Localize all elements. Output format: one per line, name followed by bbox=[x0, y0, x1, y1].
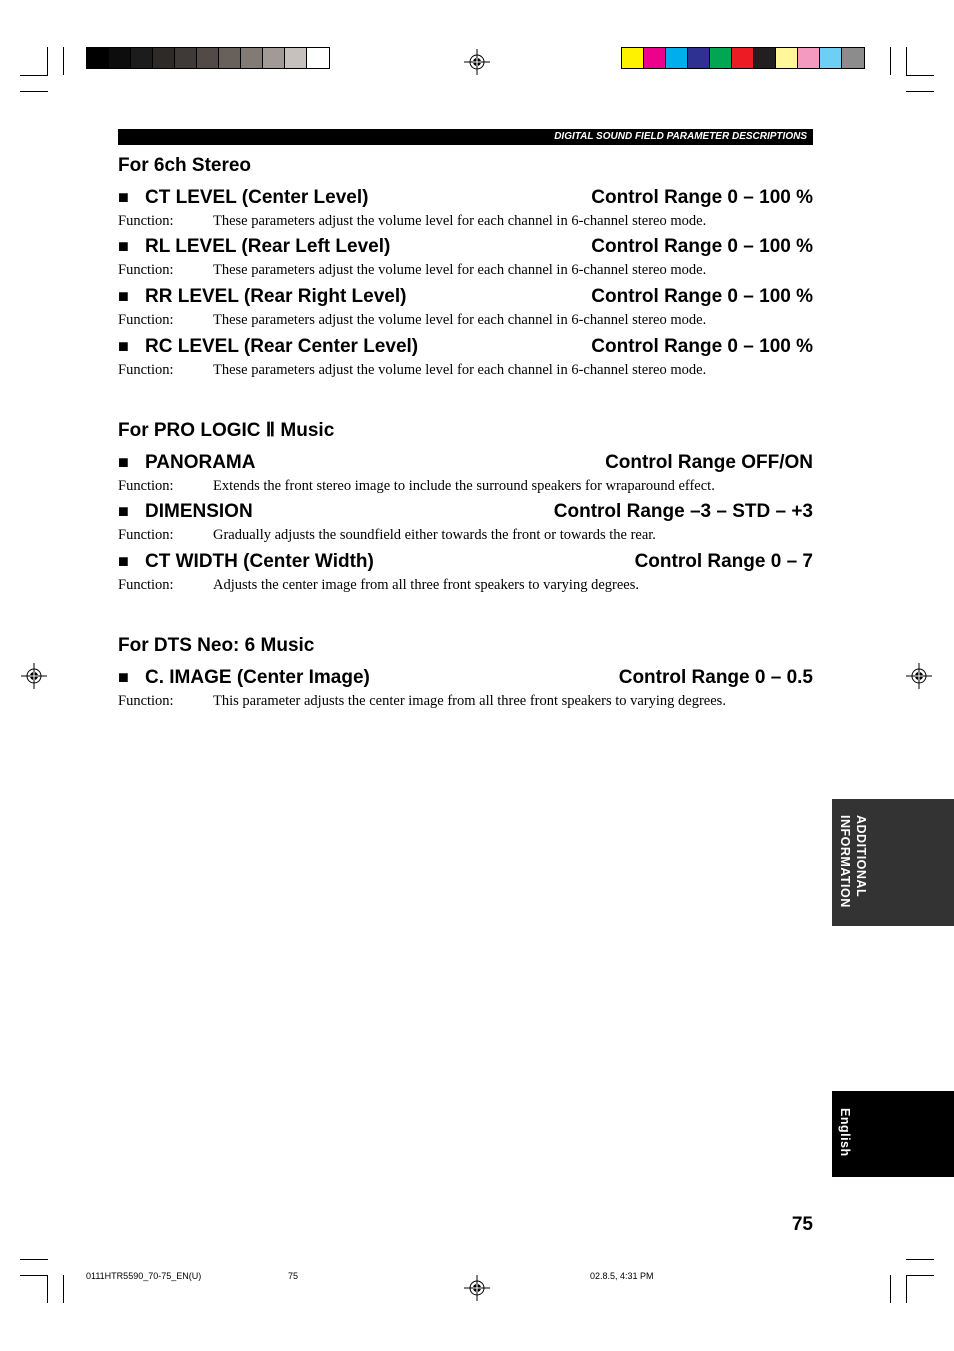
param-ct-level bbox=[118, 187, 813, 211]
color-swatch bbox=[219, 48, 241, 68]
crop-mark bbox=[20, 1275, 48, 1276]
bullet-square-icon: ■ bbox=[118, 236, 129, 256]
color-swatch bbox=[307, 48, 329, 68]
color-swatch bbox=[131, 48, 153, 68]
param-range: Control Range OFF/ON bbox=[605, 452, 813, 473]
param-c-image bbox=[118, 667, 813, 691]
side-tab-english bbox=[832, 1091, 954, 1177]
crop-mark bbox=[906, 47, 907, 75]
function-text: This parameter adjusts the center image from all three front speakers to varying degrees. bbox=[213, 693, 726, 709]
gray-swatch-bar bbox=[86, 47, 330, 69]
section-title-dts-neo6-music: For DTS Neo: 6 Music bbox=[118, 635, 315, 656]
bullet-square-icon: ■ bbox=[118, 551, 129, 571]
param-range: Control Range 0 – 100 % bbox=[591, 336, 813, 357]
param-name: RL LEVEL (Rear Left Level) bbox=[145, 236, 391, 257]
crop-mark bbox=[906, 1275, 907, 1303]
param-ct-width bbox=[118, 551, 813, 575]
section-title-pro-logic-music: For PRO LOGIC Ⅱ Music bbox=[118, 420, 335, 441]
color-swatch bbox=[644, 48, 666, 68]
color-swatch bbox=[820, 48, 842, 68]
bullet-square-icon: ■ bbox=[118, 187, 129, 207]
color-swatch bbox=[241, 48, 263, 68]
footer-file-name: 0111HTR5590_70-75_EN(U) bbox=[86, 1271, 202, 1281]
side-tab-label: English bbox=[838, 1108, 852, 1157]
function-text: These parameters adjust the volume level for each channel in 6-channel stereo mode. bbox=[213, 362, 707, 378]
function-text: These parameters adjust the volume level for each channel in 6-channel stereo mode. bbox=[213, 312, 707, 328]
function-label: Function: bbox=[118, 478, 174, 494]
color-swatch bbox=[87, 48, 109, 68]
registration-target-icon bbox=[906, 663, 932, 689]
function-text: These parameters adjust the volume level for each channel in 6-channel stereo mode. bbox=[213, 262, 707, 278]
bullet-square-icon: ■ bbox=[118, 286, 129, 306]
function-text: Gradually adjusts the soundfield either towards the front or towards the rear. bbox=[213, 527, 656, 543]
color-swatch bbox=[842, 48, 864, 68]
color-swatch bbox=[263, 48, 285, 68]
crop-mark bbox=[906, 1259, 934, 1260]
param-name: C. IMAGE (Center Image) bbox=[145, 667, 370, 688]
color-swatch-bar bbox=[621, 47, 865, 69]
crop-mark bbox=[890, 47, 891, 75]
function-text: These parameters adjust the volume level for each channel in 6-channel stereo mode. bbox=[213, 213, 707, 229]
bullet-square-icon: ■ bbox=[118, 336, 129, 356]
registration-target-icon bbox=[464, 49, 490, 75]
crop-mark bbox=[20, 75, 48, 76]
crop-mark bbox=[906, 75, 934, 76]
color-swatch bbox=[732, 48, 754, 68]
crop-mark bbox=[20, 1259, 48, 1260]
color-swatch bbox=[776, 48, 798, 68]
crop-mark bbox=[63, 47, 64, 75]
param-range: Control Range 0 – 0.5 bbox=[618, 667, 813, 688]
function-text: Adjusts the center image from all three front speakers to varying degrees. bbox=[213, 577, 639, 593]
param-name: DIMENSION bbox=[145, 501, 253, 522]
color-swatch bbox=[622, 48, 644, 68]
param-range: Control Range 0 – 100 % bbox=[591, 236, 813, 257]
param-panorama bbox=[118, 452, 813, 476]
crop-mark bbox=[890, 1275, 891, 1303]
function-label: Function: bbox=[118, 213, 174, 229]
function-label: Function: bbox=[118, 693, 174, 709]
crop-mark bbox=[63, 1275, 64, 1303]
param-rl-level bbox=[118, 236, 813, 260]
bullet-square-icon: ■ bbox=[118, 452, 129, 472]
function-label: Function: bbox=[118, 527, 174, 543]
param-range: Control Range 0 – 100 % bbox=[591, 187, 813, 208]
bullet-square-icon: ■ bbox=[118, 501, 129, 521]
side-tab-additional-information bbox=[832, 799, 954, 926]
footer-timestamp: 02.8.5, 4:31 PM bbox=[590, 1271, 654, 1281]
color-swatch bbox=[109, 48, 131, 68]
color-swatch bbox=[285, 48, 307, 68]
param-name: RC LEVEL (Rear Center Level) bbox=[145, 336, 419, 357]
color-swatch bbox=[175, 48, 197, 68]
crop-mark bbox=[47, 1275, 48, 1303]
section-title-6ch-stereo: For 6ch Stereo bbox=[118, 155, 252, 176]
function-label: Function: bbox=[118, 262, 174, 278]
function-label: Function: bbox=[118, 312, 174, 328]
bullet-square-icon: ■ bbox=[118, 667, 129, 687]
param-name: CT WIDTH (Center Width) bbox=[145, 551, 374, 572]
param-name: CT LEVEL (Center Level) bbox=[145, 187, 369, 208]
color-swatch bbox=[153, 48, 175, 68]
crop-mark bbox=[906, 91, 934, 92]
param-name: PANORAMA bbox=[145, 452, 256, 473]
param-name: RR LEVEL (Rear Right Level) bbox=[145, 286, 407, 307]
param-range: Control Range 0 – 100 % bbox=[591, 286, 813, 307]
crop-mark bbox=[20, 91, 48, 92]
registration-target-icon bbox=[21, 663, 47, 689]
color-swatch bbox=[197, 48, 219, 68]
page-number: 75 bbox=[791, 1214, 813, 1235]
color-swatch bbox=[666, 48, 688, 68]
footer-page: 75 bbox=[288, 1271, 299, 1281]
function-label: Function: bbox=[118, 362, 174, 378]
color-swatch bbox=[710, 48, 732, 68]
page-header-bar: DIGITAL SOUND FIELD PARAMETER DESCRIPTIONS bbox=[118, 129, 813, 145]
param-dimension bbox=[118, 501, 813, 525]
color-swatch bbox=[798, 48, 820, 68]
param-rc-level bbox=[118, 336, 813, 360]
color-swatch bbox=[688, 48, 710, 68]
param-range: Control Range 0 – 7 bbox=[634, 551, 813, 572]
function-label: Function: bbox=[118, 577, 174, 593]
crop-mark bbox=[47, 47, 48, 75]
param-rr-level bbox=[118, 286, 813, 310]
crop-mark bbox=[906, 1275, 934, 1276]
param-range: Control Range –3 – STD – +3 bbox=[553, 501, 813, 522]
function-text: Extends the front stereo image to include the surround speakers for wraparound effect. bbox=[213, 478, 715, 494]
color-swatch bbox=[754, 48, 776, 68]
registration-target-icon bbox=[464, 1275, 490, 1301]
side-tab-label: ADDITIONAL INFORMATION bbox=[838, 815, 868, 908]
